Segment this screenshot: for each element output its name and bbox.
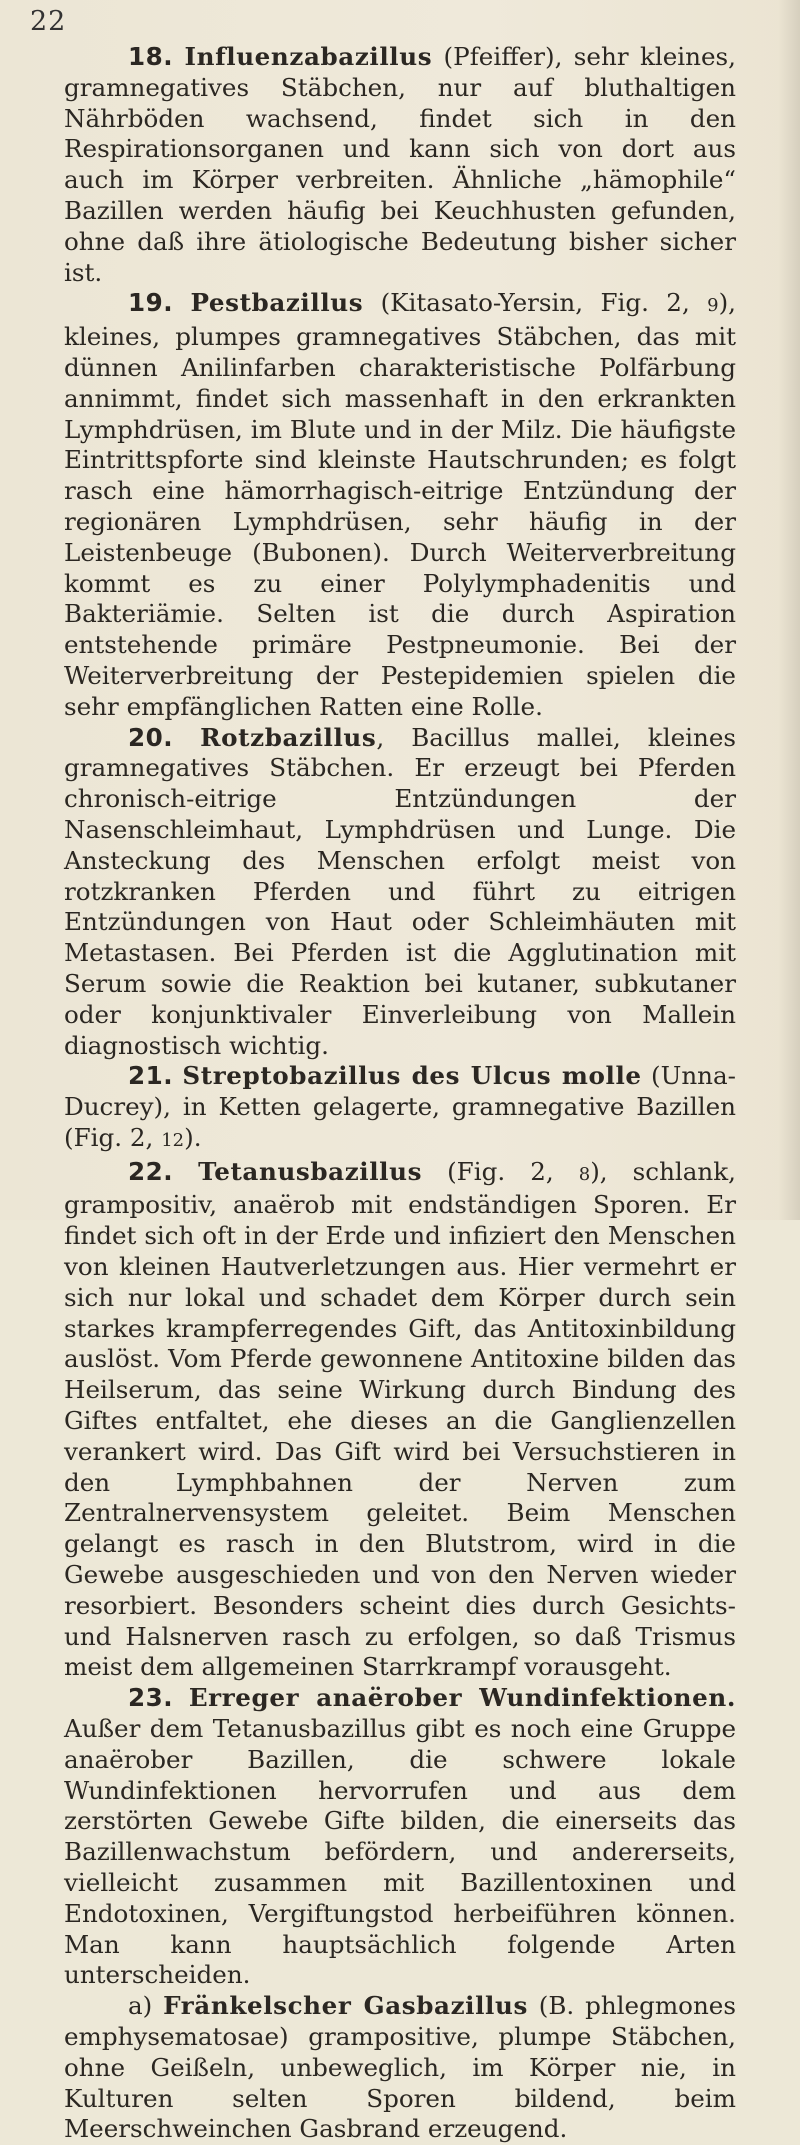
figure-reference: 9	[707, 295, 719, 317]
page-number: 22	[30, 6, 67, 37]
section-number: 22.	[128, 1156, 174, 1186]
section-heading: Streptobazillus des Ulcus molle	[182, 1061, 642, 1091]
section-heading: Tetanusbazillus	[198, 1156, 423, 1186]
paragraph-text: , Bacillus mallei, kleines gramnegatives Stäbchen. Er erzeugt bei Pferden chronisch-eitrige Entzündungen der Nasenschleimhaut, Lymphdrüsen und Lunge. Die Ansteckung des Menschen erfolgt meist von rotzkranken Pferden und führt zu eitrigen Entzündungen von Haut oder Schleimhäuten mit Metastasen. Bei Pferden ist die Agglutination mit Serum sowie die Reaktion bei kutaner, subkutaner oder konjunktivaler Einverleibung von Mallein diagnostisch wichtig.	[64, 722, 736, 1060]
section-heading: Erreger anaërober Wundinfektionen.	[188, 1683, 736, 1713]
section-number: 19.	[128, 288, 174, 318]
paragraph-text: ), schlank, grampositiv, anaërob mit endständigen Sporen. Er findet sich oft in der Erde und infiziert den Menschen von kleinen Hautverletzungen aus. Hier vermehrt er sich nur lokal und schadet dem Körper durch sein starkes krampferregendes Gift, das Antitoxinbildung auslöst. Vom Pferde gewonnene Antitoxine bilden das Heilserum, das seine Wirkung durch Bindung des Giftes entfaltet, ehe dieses an die Ganglienzellen verankert wird. Das Gift wird bei Versuchstieren in den Lymphbahnen der Nerven zum Zentralnervensystem geleitet. Beim Menschen gelangt es rasch in den Blutstrom, wird in die Gewebe ausgeschieden und von den Nerven wieder resorbiert. Besonders scheint dies durch Gesichts- und Halsnerven rasch zu erfolgen, so daß Trismus meist dem allgemeinen Starrkrampf vorausgeht.	[64, 1156, 736, 1682]
section-heading: Pestbazillus	[190, 288, 364, 318]
paragraph-20-rotzbazillus	[64, 723, 736, 1062]
list-marker: a)	[128, 1991, 153, 2021]
section-number: 23.	[128, 1683, 174, 1713]
section-number: 21.	[128, 1061, 174, 1091]
section-number: 18.	[128, 42, 174, 71]
paragraph-text: (B. phlegmones emphysematosae) grampositive, plumpe Stäbchen, ohne Geißeln, unbeweglich, im Körper nie, in Kulturen selten Sporen bildend, beim Meerschweinchen Gasbrand erzeugend.	[64, 1991, 736, 2144]
paragraph-18-influenzabazillus	[64, 42, 736, 288]
figure-reference: 12	[161, 1129, 185, 1151]
paragraph-text: ).	[184, 1122, 202, 1152]
section-number: 20.	[128, 722, 174, 752]
paragraph-a-gasbazillus	[64, 1991, 736, 2145]
page-edge-shadow	[778, 0, 800, 1220]
paragraph-text: Außer dem Tetanusbazillus gibt es noch eine Gruppe anaërober Bazillen, die schwere lokale Wundinfektionen hervorrufen und aus dem zerstörten Gewebe Gifte bilden, die einerseits das Bazillenwachstum befördern, und andererseits, vielleicht zusammen mit Bazillentoxinen und Endotoxinen, Vergiftungstod herbeiführen können. Man kann hauptsächlich folgende Arten unterscheiden.	[64, 1714, 736, 1990]
paragraph-text: ), kleines, plumpes gramnegatives Stäbchen, das mit dünnen Anilinfarben charakteristische Polfärbung annimmt, findet sich massenhaft in den erkrankten Lymphdrüsen, im Blute und in der Milz. Die häufigste Eintrittspforte sind kleinste Hautschrunden; es folgt rasch eine hämorrhagisch-eitrige Entzündung der regionären Lymphdrüsen, sehr häufig in der Leistenbeuge (Bubonen). Durch Weiterverbreitung kommt es zu einer Polylymphadenitis und Bakteriämie. Selten ist die durch Aspiration entstehende primäre Pestpneumonie. Bei der Weiterverbreitung der Pestepidemien spielen die sehr empfänglichen Ratten eine Rolle.	[64, 288, 736, 721]
section-heading: Fränkelscher Gasbazillus	[163, 1991, 528, 2021]
paragraph-19-pestbazillus	[64, 288, 736, 722]
paragraph-text: (Pfeiffer), sehr kleines, gramnegatives Stäbchen, nur auf bluthaltigen Nährböden wachsend, findet sich in den Respirationsorganen und kann sich von dort aus auch im Körper verbreiten. Ähnliche „hämophile“ Bazillen werden häufig bei Keuchhusten gefunden, ohne daß ihre ätiologische Bedeutung bisher sicher ist.	[64, 42, 736, 287]
section-heading: Rotzbazillus	[200, 722, 377, 752]
paragraph-text: (Kitasato-Yersin, Fig. 2,	[363, 288, 708, 318]
paragraph-23-wundinfektionen	[64, 1683, 736, 1991]
paragraph-text: (Fig. 2,	[422, 1156, 579, 1186]
figure-reference: 8	[578, 1163, 591, 1185]
paragraph-22-tetanusbazillus	[64, 1157, 736, 1684]
paragraph-21-streptobazillus	[64, 1061, 736, 1156]
section-heading: Influenzabazillus	[184, 42, 433, 71]
body-text	[64, 42, 736, 2145]
paragraph-text: (Unna-Ducrey), in Ketten gelagerte, gramnegative Bazillen (Fig. 2,	[64, 1061, 736, 1152]
